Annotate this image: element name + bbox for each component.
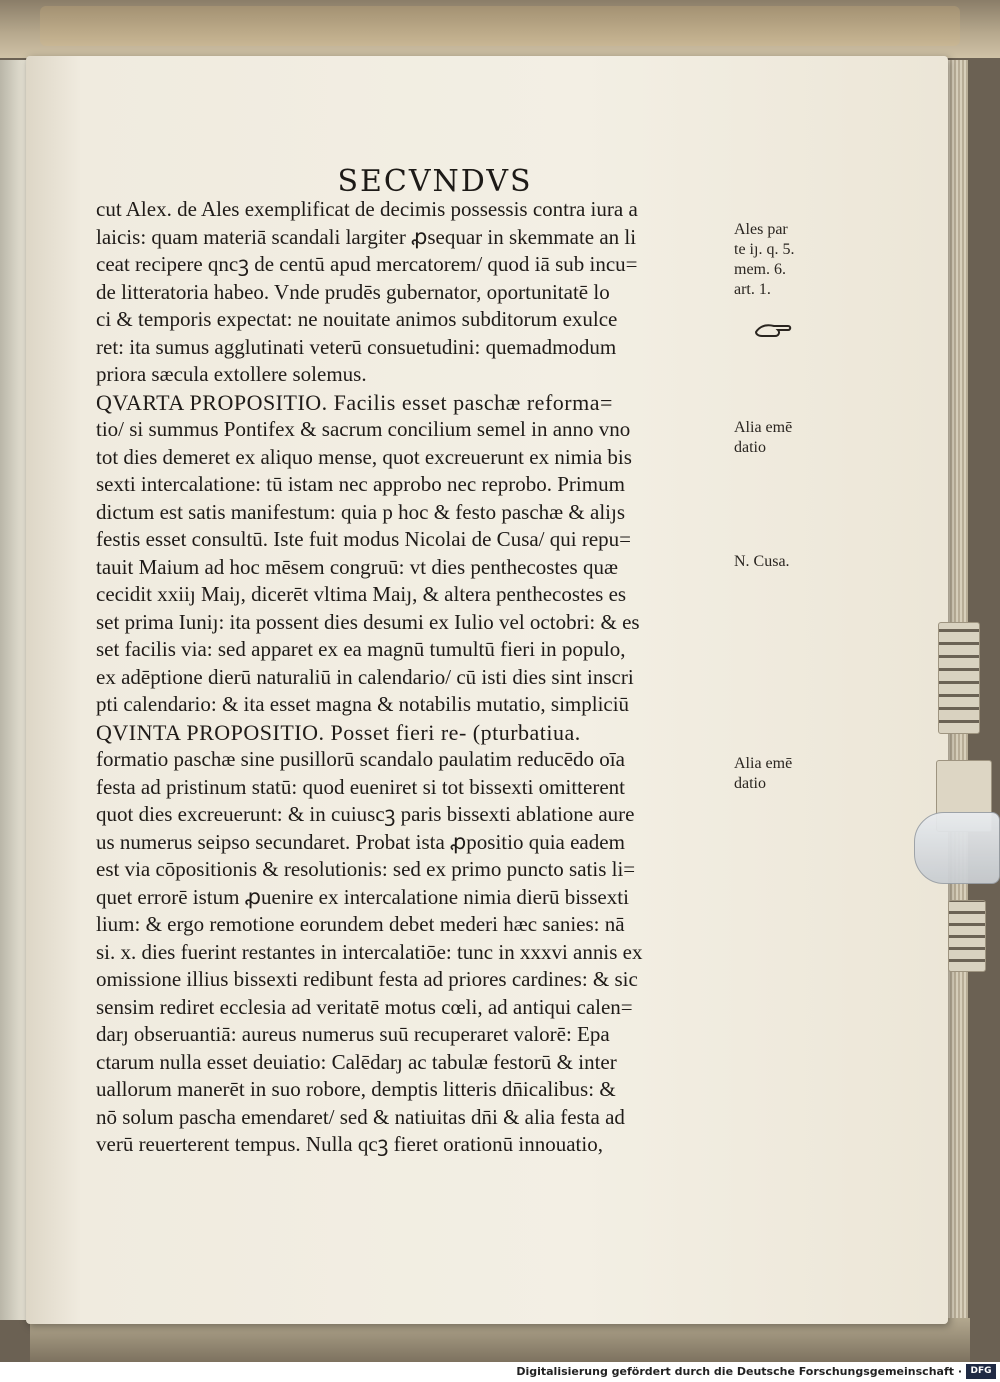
text-line: nō solum pascha emendaret/ sed & natiuitas dn̄i & alia festa ad [96,1104,625,1129]
text-line: de litteratoria habeo. Vnde prudēs gubernator, oportunitatē lo [96,279,610,304]
paper-tab [938,622,980,734]
running-head: SECVNDVS [337,164,533,199]
margin-note-cusa [734,552,826,572]
paper-tab [948,900,986,972]
text-line: si. x. dies fuerint restantes in intercalatiōe: tunc in xxxvi annis ex [96,939,643,964]
margin-note-ales [734,220,826,300]
pointing-hand-icon [754,318,792,340]
text-line: pti calendario: & ita esset magna & notabilis mutatio, simpliciū [96,692,630,716]
margin-note-line: N. Cusa. [734,553,790,570]
footer-bar [0,1362,1000,1382]
body-text [96,196,756,1159]
text-line: set prima Iuniȷ: ita possent dies desumi ex Iulio vel octobri: & es [96,609,640,634]
text-line: laicis: quam materiā scandali largiter ꝓsequar in skemmate an li [96,224,637,249]
margin-note-line: Alia emē [734,419,793,436]
text-line: est via cōpositionis & resolutionis: sed ex primo puncto satis li= [96,857,636,881]
proposition-heading: QVINTA PROPOSITIO. Posset fieri re- (pturbatiua. [96,719,581,745]
text-line: sexti intercalatione: tū istam nec approbo nec reprobo. Primum [96,472,625,496]
text-line: ceat recipere qncꝫ de centū apud mercatorem/ quod iā sub incu= [96,252,638,276]
text-line: ci & temporis expectat: ne nouitate animos subditorum exulce [96,307,618,331]
text-line: formatio paschæ sine pusillorū scandalo paulatim reducēdo oīa [96,747,625,771]
page-bottom-edge [30,1318,970,1362]
text-line: quet errorē istum ꝓuenire ex intercalatione nimia dierū bissexti [96,884,629,909]
text-line: ex adēptione dierū naturaliū in calendario/ cū isti dies sint inscri [96,664,634,689]
text-line: darȷ obseruantiā: aureus numerus suū recuperaret valorē: Epa [96,1022,610,1046]
text-line: lium: & ergo remotione eorundem debet mederi hæc sanies: nā [96,912,625,936]
margin-note-emendatio [734,418,826,458]
text-line: omissione illius bissexti redibunt festa ad priores cardines: & sic [96,967,638,991]
text-line: quot dies excreuerunt: & in cuiuscꝫ paris bissexti ablatione aure [96,802,635,826]
text-line: priora sæcula extollere solemus. [96,362,367,386]
text-line: set facilis via: sed apparet ex ea magnū tumultū fieri in populo, [96,637,626,661]
margin-note-line: Alia emē [734,755,793,772]
text-line: ret: ita sumus agglutinati veterū consuetudini: quemadmodum [96,334,617,359]
margin-note-emendatio [734,754,826,794]
text-line: uallorum manerēt in suo robore, demptis litteris dn̄icalibus: & [96,1077,616,1101]
text-line: festa ad pristinum statū: quod eueniret si tot bissexti omitterent [96,774,625,799]
text-line: tot dies demeret ex aliquo mense, quot excreuerunt ex nimia bis [96,444,632,469]
margin-note-line: Ales par [734,221,788,238]
text-line: festis esset consultū. Iste fuit modus Nicolai de Cusa/ qui repu= [96,527,632,551]
binding-top [0,0,1000,58]
text-line: dictum est satis manifestum: quia p hoc & festo paschæ & aliȷs [96,499,625,524]
margin-note-line: te iȷ. q. 5. [734,241,795,258]
margin-note-line: datio [734,439,766,456]
text-line: tio/ si summus Pontifex & sacrum concilium semel in anno vno [96,417,631,441]
text-line: tauit Maium ad hoc mēsem congruū: vt dies penthecostes quæ [96,554,618,579]
text-line: cecidit xxiiȷ Maiȷ, dicerēt vltima Maiȷ, & altera penthecostes es [96,582,627,606]
funding-credit: Digitalisierung gefördert durch die Deutsche Forschungsgemeinschaft · [516,1365,962,1378]
text-line: cut Alex. de Ales exemplificat de decimis possessis contra iura a [96,197,638,221]
text-line: ctarum nulla esset deuiatio: Calēdarȷ ac tabulæ festorū & inter [96,1049,617,1074]
margin-note-line: mem. 6. [734,261,786,278]
page-clip [914,812,1000,884]
proposition-heading: QVARTA PROPOSITIO. Facilis esset paschæ reforma= [96,389,613,415]
text-line: verū reuerterent tempus. Nulla qcꝫ fieret orationū innouatio, [96,1132,603,1156]
text-line: us numerus seipso secundaret. Probat ista ꝓpositio quia eadem [96,829,625,854]
text-line: sensim rediret ecclesia ad veritatē motus cœli, ad antiqui calen= [96,994,633,1019]
margin-note-line: art. 1. [734,281,771,298]
binding-strap [40,6,960,46]
dfg-logo: DFG [966,1364,996,1379]
margin-note-line: datio [734,775,766,792]
